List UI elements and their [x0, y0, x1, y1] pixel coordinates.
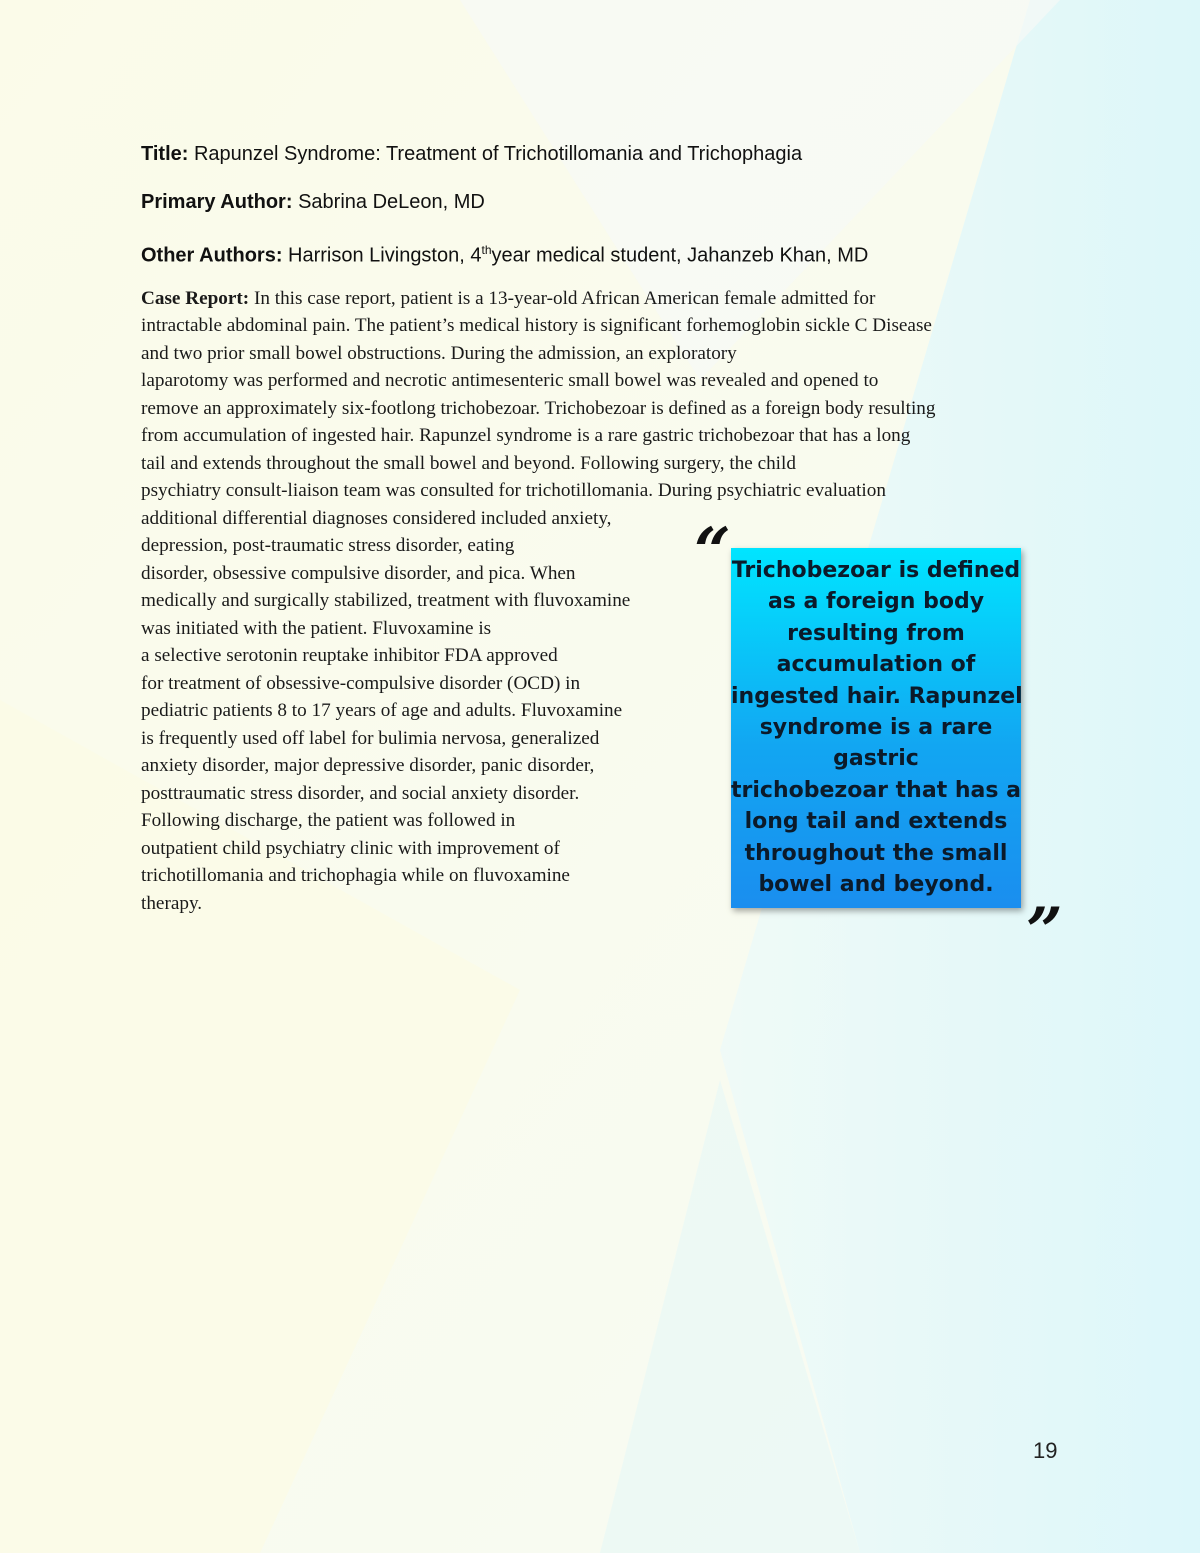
case-report-line: Case Report: In this case report, patient is a 13-year-old African American female admitted for — [141, 287, 876, 309]
pull-quote-line: resulting from — [787, 620, 965, 646]
case-report-line: disorder, obsessive compulsive disorder, and pica. When — [141, 562, 576, 584]
case-report-line: tail and extends throughout the small bowel and beyond. Following surgery, the child — [141, 452, 796, 474]
other-authors-before: Harrison Livingston, 4 — [288, 244, 482, 267]
case-report-line: anxiety disorder, major depressive disorder, panic disorder, — [141, 755, 595, 777]
case-report-line: was initiated with the patient. Fluvoxamine is — [141, 617, 492, 639]
case-report-line: for treatment of obsessive-compulsive disorder (OCD) in — [141, 672, 581, 694]
case-report-line: remove an approximately six-footlong trichobezoar. Trichobezoar is defined as a foreign body resulting — [141, 397, 936, 419]
pull-quote-text — [731, 555, 1021, 900]
case-report-line: posttraumatic stress disorder, and social anxiety disorder. — [141, 782, 580, 804]
case-report-line: intractable abdominal pain. The patient’s medical history is significant forhemoglobin sickle C Disease — [141, 315, 932, 337]
case-report-line: outpatient child psychiatry clinic with improvement of — [141, 837, 560, 859]
page-number: 19 — [1033, 1438, 1058, 1463]
case-report-line: psychiatry consult-liaison team was consulted for trichotillomania. During psychiatric evaluation — [141, 480, 886, 502]
pull-quote-box — [731, 548, 1021, 908]
case-report-line: additional differential diagnoses considered included anxiety, — [141, 507, 612, 529]
pull-quote-line: as a foreign body — [767, 589, 985, 615]
pull-quote-line: accumulation of — [776, 652, 976, 678]
pull-quote-line: syndrome is a rare — [759, 715, 993, 741]
case-report-line: therapy. — [141, 892, 203, 914]
case-report-line: trichotillomania and trichophagia while on fluvoxamine — [141, 865, 570, 887]
case-report-line: is frequently used off label for bulimia nervosa, generalized — [141, 727, 600, 749]
primary-author-label: Primary Author: — [141, 191, 293, 213]
primary-author-line — [141, 189, 1061, 215]
pull-quote-line: throughout the small — [744, 840, 1008, 866]
pull-quote-line: ingested hair. Rapunzel — [731, 683, 1023, 709]
title-value: Rapunzel Syndrome: Treatment of Trichotillomania and Trichophagia — [193, 143, 803, 165]
close-quote-mark: ” — [1026, 894, 1063, 969]
open-quote-mark: “ — [694, 514, 731, 589]
case-report-line: Following discharge, the patient was followed in — [141, 810, 516, 832]
case-report-line: medically and surgically stabilized, treatment with fluvoxamine — [141, 590, 631, 612]
other-authors-superscript: th — [481, 243, 492, 257]
pull-quote-line: Trichobezoar is defined — [731, 558, 1021, 583]
pull-quote-line: bowel and beyond. — [758, 872, 994, 898]
case-report-line: and two prior small bowel obstructions. During the admission, an exploratory — [141, 342, 737, 364]
other-authors-line — [141, 237, 1061, 269]
other-authors-after: year medical student, Jahanzeb Khan, MD — [491, 244, 869, 267]
case-report-line: depression, post-traumatic stress disorder, eating — [141, 535, 515, 557]
pull-quote-line: trichobezoar that has a — [731, 777, 1021, 803]
case-report-line: a selective serotonin reuptake inhibitor FDA approved — [141, 645, 558, 667]
title-label: Title: — [141, 143, 189, 165]
other-authors-label: Other Authors: — [141, 244, 283, 267]
pull-quote-line: gastric — [833, 746, 919, 772]
title-line — [141, 141, 1061, 167]
case-report-line: pediatric patients 8 to 17 years of age and adults. Fluvoxamine — [141, 700, 623, 722]
case-report-line: laparotomy was performed and necrotic antimesenteric small bowel was revealed and opened to — [141, 370, 879, 392]
primary-author-value: Sabrina DeLeon, MD — [298, 191, 485, 213]
case-report-line: from accumulation of ingested hair. Rapunzel syndrome is a rare gastric trichobezoar that has a long — [141, 425, 911, 447]
pull-quote-line: long tail and extends — [744, 809, 1008, 835]
case-report-label: Case Report: — [141, 287, 250, 309]
